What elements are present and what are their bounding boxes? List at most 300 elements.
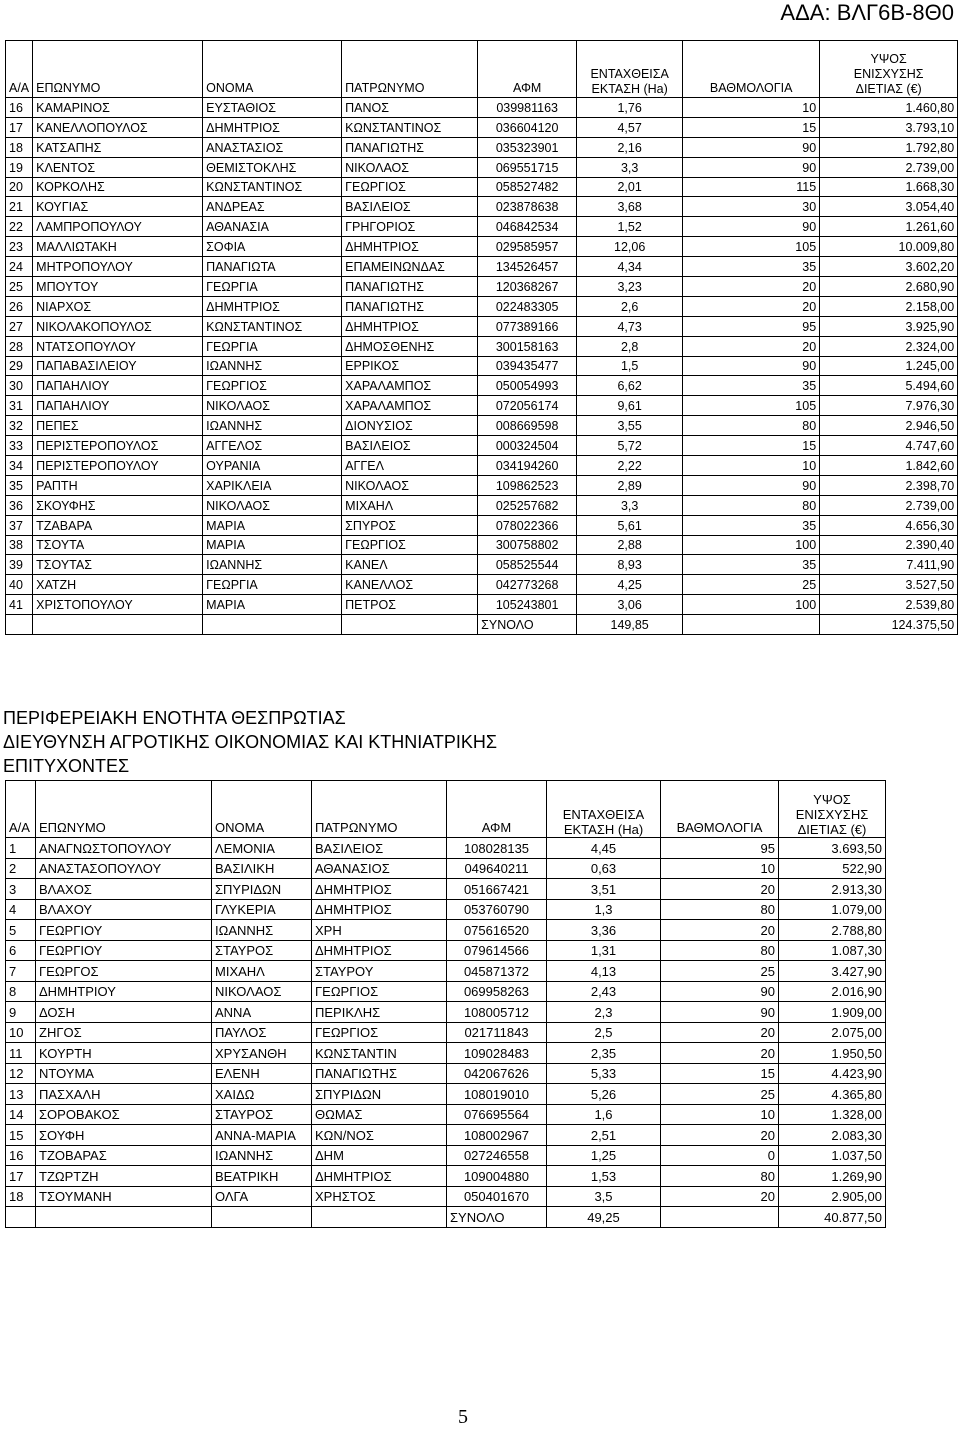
cell-poso: 2.158,00 (820, 296, 958, 316)
cell-vathmologia: 90 (683, 137, 820, 157)
table-row (6, 416, 958, 436)
cell-poso: 2.324,00 (820, 336, 958, 356)
table-row (6, 495, 958, 515)
cell-poso: 3.693,50 (779, 838, 886, 859)
cell-aa: 21 (6, 197, 33, 217)
cell-poso: 3.427,90 (779, 961, 886, 982)
total-poso: 40.877,50 (779, 1207, 886, 1228)
cell-eponymo: ΤΣΟΥΤΑ (33, 535, 203, 555)
cell-vathmologia: 105 (683, 237, 820, 257)
cell-eponymo: ΔΗΜΗΤΡΙΟΥ (36, 981, 212, 1002)
cell-afm: 049640211 (447, 858, 547, 879)
cell-eponymo: ΔΟΣΗ (36, 1002, 212, 1023)
cell-poso: 2.905,00 (779, 1186, 886, 1207)
cell-eponymo: ΖΗΓΟΣ (36, 1022, 212, 1043)
header-vathmologia: ΒΑΘΜΟΛΟΓΙΑ (683, 41, 820, 98)
header-ypsos-line1: ΥΨΟΣ (813, 792, 851, 807)
cell-aa: 23 (6, 237, 33, 257)
table-row (6, 356, 958, 376)
cell-vathmologia: 95 (661, 838, 779, 859)
cell-eponymo: ΜΗΤΡΟΠΟΥΛΟΥ (33, 257, 203, 277)
empty-cell (6, 615, 33, 635)
cell-aa: 3 (6, 879, 36, 900)
cell-aa: 18 (6, 1186, 36, 1207)
table-row (6, 376, 958, 396)
cell-eponymo: ΚΑΤΣΑΠΗΣ (33, 137, 203, 157)
cell-onoma: ΣΤΑΥΡΟΣ (212, 1104, 312, 1125)
cell-eponymo: ΒΛΑΧΟΣ (36, 879, 212, 900)
cell-eponymo: ΑΝΑΓΝΩΣΤΟΠΟΥΛΟΥ (36, 838, 212, 859)
cell-patronymo: ΓΡΗΓΟΡΙΟΣ (342, 217, 478, 237)
table-row (6, 475, 958, 495)
cell-eponymo: ΣΟΡΟΒΑΚΟΣ (36, 1104, 212, 1125)
table-row (6, 157, 958, 177)
cell-vathmologia: 30 (683, 197, 820, 217)
cell-ektasi: 1,5 (577, 356, 683, 376)
cell-afm: 034194260 (478, 456, 577, 476)
cell-onoma: ΓΕΩΡΓΙΑ (203, 336, 342, 356)
cell-poso: 2.390,40 (820, 535, 958, 555)
cell-poso: 1.460,80 (820, 98, 958, 118)
table-row (6, 595, 958, 615)
table-row (6, 197, 958, 217)
cell-poso: 4.656,30 (820, 515, 958, 535)
cell-poso: 2.016,90 (779, 981, 886, 1002)
cell-vathmologia: 20 (661, 1022, 779, 1043)
cell-afm: 042067626 (447, 1063, 547, 1084)
cell-eponymo: ΧΑΤΖΗ (33, 575, 203, 595)
cell-eponymo: ΠΕΡΙΣΤΕΡΟΠΟΥΛΟΣ (33, 436, 203, 456)
cell-poso: 2.739,00 (820, 495, 958, 515)
cell-patronymo: ΔΗΜΟΣΘΕΝΗΣ (342, 336, 478, 356)
cell-vathmologia: 10 (683, 98, 820, 118)
header-ektasi-line2: ΕΚΤΑΣΗ (Ha) (591, 82, 668, 96)
cell-afm: 069958263 (447, 981, 547, 1002)
cell-vathmologia: 20 (683, 277, 820, 297)
cell-poso: 2.075,00 (779, 1022, 886, 1043)
cell-afm: 058527482 (478, 177, 577, 197)
cell-vathmologia: 95 (683, 316, 820, 336)
cell-onoma: ΟΥΡΑΝΙΑ (203, 456, 342, 476)
cell-aa: 19 (6, 157, 33, 177)
cell-onoma: ΒΑΣΙΛΙΚΗ (212, 858, 312, 879)
cell-poso: 7.976,30 (820, 396, 958, 416)
cell-onoma: ΜΑΡΙΑ (203, 595, 342, 615)
cell-patronymo: ΔΗΜΗΤΡΙΟΣ (342, 316, 478, 336)
cell-onoma: ΙΩΑΝΝΗΣ (203, 555, 342, 575)
cell-afm: 021711843 (447, 1022, 547, 1043)
cell-afm: 105243801 (478, 595, 577, 615)
cell-aa: 41 (6, 595, 33, 615)
cell-ektasi: 9,61 (577, 396, 683, 416)
total-ektasi: 149,85 (577, 615, 683, 635)
cell-ektasi: 1,76 (577, 98, 683, 118)
cell-aa: 33 (6, 436, 33, 456)
cell-afm: 108005712 (447, 1002, 547, 1023)
header-vathmologia: ΒΑΘΜΟΛΟΓΙΑ (661, 781, 779, 838)
cell-eponymo: ΓΕΩΡΓΙΟΥ (36, 940, 212, 961)
cell-vathmologia: 0 (661, 1145, 779, 1166)
total-row (6, 615, 958, 635)
cell-ektasi: 4,45 (547, 838, 661, 859)
cell-patronymo: ΒΑΣΙΛΕΙΟΣ (342, 197, 478, 217)
cell-afm: 039981163 (478, 98, 577, 118)
cell-ektasi: 3,3 (577, 157, 683, 177)
cell-afm: 078022366 (478, 515, 577, 535)
cell-afm: 109028483 (447, 1043, 547, 1064)
cell-eponymo: ΝΙΑΡΧΟΣ (33, 296, 203, 316)
cell-vathmologia: 80 (683, 416, 820, 436)
empty-cell (36, 1207, 212, 1228)
cell-patronymo: ΔΗΜΗΤΡΙΟΣ (312, 879, 447, 900)
cell-ektasi: 2,6 (577, 296, 683, 316)
cell-ektasi: 3,23 (577, 277, 683, 297)
cell-poso: 3.925,90 (820, 316, 958, 336)
cell-aa: 16 (6, 98, 33, 118)
cell-poso: 3.054,40 (820, 197, 958, 217)
cell-patronymo: ΘΩΜΑΣ (312, 1104, 447, 1125)
header-patronymo: ΠΑΤΡΩΝΥΜΟ (312, 781, 447, 838)
cell-eponymo: ΤΣΟΥΜΑΝΗ (36, 1186, 212, 1207)
cell-patronymo: ΔΗΜΗΤΡΙΟΣ (312, 899, 447, 920)
cell-afm: 108019010 (447, 1084, 547, 1105)
table-row (6, 117, 958, 137)
cell-ektasi: 5,61 (577, 515, 683, 535)
cell-vathmologia: 15 (683, 436, 820, 456)
cell-afm: 035323901 (478, 137, 577, 157)
cell-afm: 077389166 (478, 316, 577, 336)
cell-vathmologia: 80 (661, 940, 779, 961)
cell-aa: 25 (6, 277, 33, 297)
cell-eponymo: ΒΛΑΧΟΥ (36, 899, 212, 920)
cell-onoma: ΑΘΑΝΑΣΙΑ (203, 217, 342, 237)
cell-eponymo: ΜΑΛΛΙΩΤΑΚΗ (33, 237, 203, 257)
cell-ektasi: 3,5 (547, 1186, 661, 1207)
cell-ektasi: 4,13 (547, 961, 661, 982)
cell-onoma: ΠΑΥΛΟΣ (212, 1022, 312, 1043)
cell-poso: 1.261,60 (820, 217, 958, 237)
table-row (6, 961, 886, 982)
table-1 (5, 40, 958, 635)
cell-patronymo: ΓΕΩΡΓΙΟΣ (312, 1022, 447, 1043)
empty-cell (33, 615, 203, 635)
cell-onoma: ΓΕΩΡΓΙΑ (203, 575, 342, 595)
cell-eponymo: ΑΝΑΣΤΑΣΟΠΟΥΛΟΥ (36, 858, 212, 879)
header-ypsos (779, 781, 886, 838)
cell-poso: 1.079,00 (779, 899, 886, 920)
cell-patronymo: ΧΡΗ (312, 920, 447, 941)
cell-aa: 28 (6, 336, 33, 356)
cell-aa: 8 (6, 981, 36, 1002)
cell-poso: 1.269,90 (779, 1166, 886, 1187)
table-row (6, 137, 958, 157)
cell-vathmologia: 35 (683, 515, 820, 535)
cell-patronymo: ΔΗΜΗΤΡΙΟΣ (312, 940, 447, 961)
table-row (6, 535, 958, 555)
cell-eponymo: ΚΟΡΚΟΛΗΣ (33, 177, 203, 197)
cell-poso: 1.792,80 (820, 137, 958, 157)
empty-cell (203, 615, 342, 635)
cell-eponymo: ΠΕΡΙΣΤΕΡΟΠΟΥΛΟΥ (33, 456, 203, 476)
cell-ektasi: 3,06 (577, 595, 683, 615)
cell-ektasi: 2,89 (577, 475, 683, 495)
cell-eponymo: ΠΑΠΑΗΛΙΟΥ (33, 396, 203, 416)
cell-onoma: ΜΑΡΙΑ (203, 535, 342, 555)
cell-onoma: ΒΕΑΤΡΙΚΗ (212, 1166, 312, 1187)
header-onoma: ΟΝΟΜΑ (203, 41, 342, 98)
cell-afm: 046842534 (478, 217, 577, 237)
header-afm: ΑΦΜ (447, 781, 547, 838)
table-row (6, 981, 886, 1002)
cell-eponymo: ΝΤΑΤΣΟΠΟΥΛΟΥ (33, 336, 203, 356)
cell-eponymo: ΤΖΟΒΑΡΑΣ (36, 1145, 212, 1166)
cell-aa: 20 (6, 177, 33, 197)
cell-patronymo: ΣΠΥΡΟΣ (342, 515, 478, 535)
cell-vathmologia: 105 (683, 396, 820, 416)
cell-patronymo: ΚΑΝΕΛ (342, 555, 478, 575)
table-row (6, 1186, 886, 1207)
cell-eponymo: ΓΕΩΡΓΙΟΥ (36, 920, 212, 941)
header-aa: Α/Α (6, 41, 33, 98)
cell-poso: 1.087,30 (779, 940, 886, 961)
cell-eponymo: ΝΤΟΥΜΑ (36, 1063, 212, 1084)
empty-cell (342, 615, 478, 635)
cell-patronymo: ΣΤΑΥΡΟΥ (312, 961, 447, 982)
header-ektasi-line1: ΕΝΤΑΧΘΕΙΣΑ (562, 807, 645, 822)
cell-eponymo: ΠΑΠΑΒΑΣΙΛΕΙΟΥ (33, 356, 203, 376)
cell-onoma: ΓΕΩΡΓΙΑ (203, 277, 342, 297)
cell-patronymo: ΠΑΝΑΓΙΩΤΗΣ (342, 137, 478, 157)
cell-vathmologia: 15 (683, 117, 820, 137)
cell-onoma: ΔΗΜΗΤΡΙΟΣ (203, 117, 342, 137)
cell-poso: 2.680,90 (820, 277, 958, 297)
cell-onoma: ΑΝΝΑ-ΜΑΡΙΑ (212, 1125, 312, 1146)
cell-afm: 076695564 (447, 1104, 547, 1125)
cell-aa: 32 (6, 416, 33, 436)
cell-poso: 4.365,80 (779, 1084, 886, 1105)
cell-aa: 15 (6, 1125, 36, 1146)
header-ektasi (547, 781, 661, 838)
table-row (6, 1022, 886, 1043)
cell-patronymo: ΔΗΜ (312, 1145, 447, 1166)
table-row (6, 920, 886, 941)
cell-patronymo: ΠΑΝΑΓΙΩΤΗΣ (312, 1063, 447, 1084)
cell-afm: 108002967 (447, 1125, 547, 1146)
cell-ektasi: 3,55 (577, 416, 683, 436)
table-row (6, 277, 958, 297)
cell-patronymo: ΔΗΜΗΤΡΙΟΣ (342, 237, 478, 257)
cell-aa: 24 (6, 257, 33, 277)
cell-afm: 053760790 (447, 899, 547, 920)
cell-ektasi: 1,6 (547, 1104, 661, 1125)
cell-poso: 1.909,00 (779, 1002, 886, 1023)
empty-cell (6, 1207, 36, 1228)
cell-afm: 109004880 (447, 1166, 547, 1187)
cell-eponymo: ΓΕΩΡΓΟΣ (36, 961, 212, 982)
cell-eponymo: ΠΑΠΑΗΛΙΟΥ (33, 376, 203, 396)
header-ypsos-line3: ΔΙΕΤΙΑΣ (€) (797, 822, 867, 837)
header-patronymo: ΠΑΤΡΩΝΥΜΟ (342, 41, 478, 98)
cell-onoma: ΓΕΩΡΓΙΟΣ (203, 376, 342, 396)
cell-aa: 12 (6, 1063, 36, 1084)
cell-ektasi: 0,63 (547, 858, 661, 879)
cell-vathmologia: 80 (661, 1166, 779, 1187)
ada-code: ΑΔΑ: ΒΛΓ6Β-8Θ0 (780, 0, 954, 25)
cell-vathmologia: 15 (661, 1063, 779, 1084)
cell-eponymo: ΚΟΥΓΙΑΣ (33, 197, 203, 217)
cell-onoma: ΚΩΝΣΤΑΝΤΙΝΟΣ (203, 316, 342, 336)
cell-poso: 2.083,30 (779, 1125, 886, 1146)
table-row (6, 436, 958, 456)
cell-onoma: ΔΗΜΗΤΡΙΟΣ (203, 296, 342, 316)
table-1-header (6, 41, 958, 98)
table-row (6, 940, 886, 961)
cell-patronymo: ΒΑΣΙΛΕΙΟΣ (342, 436, 478, 456)
cell-onoma: ΠΑΝΑΓΙΩΤΑ (203, 257, 342, 277)
cell-poso: 3.793,10 (820, 117, 958, 137)
cell-afm: 022483305 (478, 296, 577, 316)
cell-ektasi: 4,34 (577, 257, 683, 277)
cell-aa: 29 (6, 356, 33, 376)
table-row (6, 1166, 886, 1187)
cell-aa: 40 (6, 575, 33, 595)
cell-ektasi: 5,72 (577, 436, 683, 456)
cell-aa: 13 (6, 1084, 36, 1105)
cell-afm: 050054993 (478, 376, 577, 396)
cell-ektasi: 2,16 (577, 137, 683, 157)
cell-onoma: ΙΩΑΝΝΗΣ (212, 920, 312, 941)
cell-onoma: ΙΩΑΝΝΗΣ (212, 1145, 312, 1166)
cell-aa: 10 (6, 1022, 36, 1043)
cell-onoma: ΑΝΝΑ (212, 1002, 312, 1023)
cell-vathmologia: 20 (661, 1186, 779, 1207)
cell-vathmologia: 10 (661, 1104, 779, 1125)
cell-afm: 300758802 (478, 535, 577, 555)
cell-patronymo: ΓΕΩΡΓΙΟΣ (342, 535, 478, 555)
header-ektasi-line2: ΕΚΤΑΣΗ (Ha) (563, 822, 644, 837)
cell-poso: 1.245,00 (820, 356, 958, 376)
cell-ektasi: 4,25 (577, 575, 683, 595)
cell-ektasi: 3,36 (547, 920, 661, 941)
cell-afm: 023878638 (478, 197, 577, 217)
header-ypsos-line1: ΥΨΟΣ (870, 52, 907, 66)
header-ypsos-line2: ΕΝΙΣΧΥΣΗΣ (853, 67, 924, 81)
cell-patronymo: ΠΕΡΙΚΛΗΣ (312, 1002, 447, 1023)
cell-aa: 36 (6, 495, 33, 515)
cell-vathmologia: 100 (683, 535, 820, 555)
cell-poso: 4.423,90 (779, 1063, 886, 1084)
table-2-header (6, 781, 886, 838)
cell-ektasi: 2,5 (547, 1022, 661, 1043)
cell-aa: 26 (6, 296, 33, 316)
cell-ektasi: 1,52 (577, 217, 683, 237)
cell-eponymo: ΠΕΠΕΣ (33, 416, 203, 436)
cell-aa: 35 (6, 475, 33, 495)
header-eponymo: ΕΠΩΝΥΜΟ (33, 41, 203, 98)
cell-onoma: ΛΕΜΟΝΙΑ (212, 838, 312, 859)
header-ypsos-line3: ΔΙΕΤΙΑΣ (€) (855, 82, 922, 96)
cell-eponymo: ΤΖΩΡΤΖΗ (36, 1166, 212, 1187)
cell-aa: 17 (6, 1166, 36, 1187)
region-title: ΠΕΡΙΦΕΡΕΙΑΚΗ ΕΝΟΤΗΤΑ ΘΕΣΠΡΩΤΙΑΣ (3, 708, 346, 728)
cell-afm: 075616520 (447, 920, 547, 941)
cell-onoma: ΑΝΑΣΤΑΣΙΟΣ (203, 137, 342, 157)
total-spacer (661, 1207, 779, 1228)
cell-vathmologia: 20 (661, 879, 779, 900)
cell-afm: 039435477 (478, 356, 577, 376)
cell-afm: 025257682 (478, 495, 577, 515)
cell-vathmologia: 20 (661, 1125, 779, 1146)
cell-ektasi: 2,43 (547, 981, 661, 1002)
table-row (6, 217, 958, 237)
cell-vathmologia: 35 (683, 376, 820, 396)
cell-patronymo: ΚΩΝΣΤΑΝΤΙΝ (312, 1043, 447, 1064)
cell-ektasi: 4,57 (577, 117, 683, 137)
cell-afm: 000324504 (478, 436, 577, 456)
cell-vathmologia: 90 (661, 1002, 779, 1023)
table-row (6, 316, 958, 336)
cell-vathmologia: 20 (683, 296, 820, 316)
cell-afm: 029585957 (478, 237, 577, 257)
cell-ektasi: 5,33 (547, 1063, 661, 1084)
cell-ektasi: 2,01 (577, 177, 683, 197)
cell-poso: 2.739,00 (820, 157, 958, 177)
cell-eponymo: ΚΑΜΑΡΙΝΟΣ (33, 98, 203, 118)
table-row (6, 177, 958, 197)
cell-aa: 4 (6, 899, 36, 920)
cell-patronymo: ΣΠΥΡΙΔΩΝ (312, 1084, 447, 1105)
cell-poso: 522,90 (779, 858, 886, 879)
cell-vathmologia: 80 (661, 899, 779, 920)
cell-poso: 10.009,80 (820, 237, 958, 257)
table-row (6, 858, 886, 879)
cell-vathmologia: 100 (683, 595, 820, 615)
cell-ektasi: 12,06 (577, 237, 683, 257)
cell-afm: 042773268 (478, 575, 577, 595)
cell-onoma: ΑΝΔΡΕΑΣ (203, 197, 342, 217)
cell-vathmologia: 20 (661, 920, 779, 941)
cell-patronymo: ΠΕΤΡΟΣ (342, 595, 478, 615)
cell-onoma: ΝΙΚΟΛΑΟΣ (203, 495, 342, 515)
cell-onoma: ΧΡΥΣΑΝΘΗ (212, 1043, 312, 1064)
table-row (6, 1063, 886, 1084)
cell-afm: 069551715 (478, 157, 577, 177)
cell-eponymo: ΚΛΕΝΤΟΣ (33, 157, 203, 177)
table-row (6, 1145, 886, 1166)
cell-onoma: ΟΛΓΑ (212, 1186, 312, 1207)
total-ektasi: 49,25 (547, 1207, 661, 1228)
cell-aa: 30 (6, 376, 33, 396)
cell-ektasi: 2,22 (577, 456, 683, 476)
cell-eponymo: ΝΙΚΟΛΑΚΟΠΟΥΛΟΣ (33, 316, 203, 336)
cell-patronymo: ΝΙΚΟΛΑΟΣ (342, 475, 478, 495)
cell-patronymo: ΧΑΡΑΛΑΜΠΟΣ (342, 376, 478, 396)
cell-poso: 7.411,90 (820, 555, 958, 575)
cell-ektasi: 1,3 (547, 899, 661, 920)
cell-aa: 38 (6, 535, 33, 555)
cell-aa: 14 (6, 1104, 36, 1125)
cell-vathmologia: 35 (683, 257, 820, 277)
cell-eponymo: ΚΑΝΕΛΛΟΠΟΥΛΟΣ (33, 117, 203, 137)
cell-vathmologia: 80 (683, 495, 820, 515)
cell-poso: 1.037,50 (779, 1145, 886, 1166)
table-row (6, 1084, 886, 1105)
empty-cell (312, 1207, 447, 1228)
total-label: ΣΥΝΟΛΟ (447, 1207, 547, 1228)
cell-vathmologia: 20 (661, 1043, 779, 1064)
cell-poso: 2.398,70 (820, 475, 958, 495)
cell-patronymo: ΚΩΝ/ΝΟΣ (312, 1125, 447, 1146)
